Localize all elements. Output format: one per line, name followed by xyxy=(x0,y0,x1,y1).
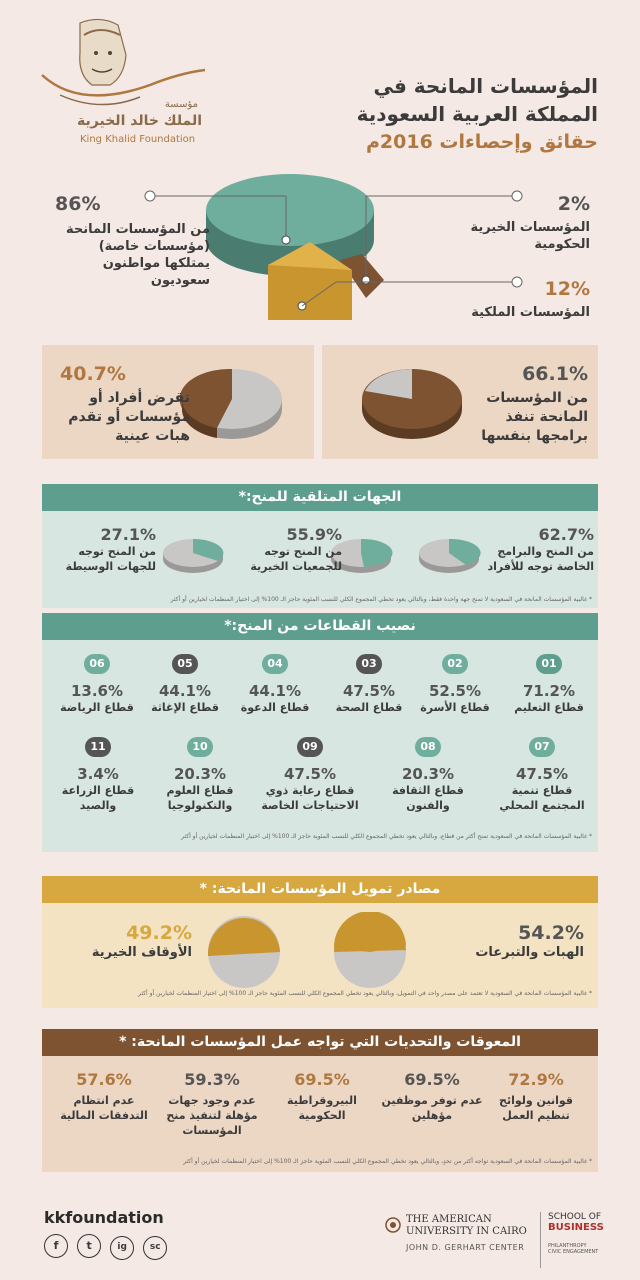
recipients-title: الجهات المتلقية للمنح:* xyxy=(42,484,598,511)
sector-number: 10 xyxy=(187,737,213,757)
sector-value: 44.1% xyxy=(158,682,212,700)
sectors-title: نصيب القطاعات من المنح:* xyxy=(42,613,598,640)
endowments-value: 49.2% xyxy=(126,922,192,944)
intermediaries-pie-icon xyxy=(160,537,226,577)
sector-number: 04 xyxy=(262,654,288,674)
logo-english: King Khalid Foundation xyxy=(80,134,196,145)
auc-line2: UNIVERSITY IN CAIRO xyxy=(406,1226,527,1237)
challenge-label: قوانين ولوائح تنظيم العمل xyxy=(499,1094,573,1122)
sector-number: 05 xyxy=(172,654,198,674)
school-of-business-logo xyxy=(548,1212,608,1255)
loans-pie-icon xyxy=(177,361,287,447)
sector-dawah xyxy=(232,652,318,715)
page-subtitle: حقائق وإحصاءات 2016م xyxy=(365,131,598,153)
individuals-value: 62.7% xyxy=(538,525,594,544)
auc-seal-icon xyxy=(384,1216,402,1234)
sector-value: 44.1% xyxy=(248,682,302,700)
sector-label: قطاع الإغاثة xyxy=(151,701,219,714)
challenge-bureaucracy xyxy=(270,1070,374,1123)
endowments-pie-icon xyxy=(204,912,284,992)
sector-community xyxy=(492,735,592,813)
challenge-staff xyxy=(380,1070,484,1123)
sector-value: 47.5% xyxy=(342,682,396,700)
title-line2: المملكة العربية السعودية xyxy=(356,102,598,126)
social-icons xyxy=(44,1234,171,1260)
endowments-label: الأوقاف الخيرية xyxy=(91,945,192,960)
sector-number: 06 xyxy=(84,654,110,674)
recipients-note: * غالبية المؤسسات المانحة في السعودية لا تمنح جهة واحدة فقط، وبالتالي يعود تخطي المجموع الكلي للنسب المئوية حاجز الـ 100% إلى اختيار المنظمات لخيارين أو أكثر xyxy=(170,596,592,603)
sector-number: 01 xyxy=(536,654,562,674)
sector-relief xyxy=(142,652,228,715)
gerhart-center: JOHN D. GERHART CENTER xyxy=(406,1243,525,1252)
sector-label: قطاع الصحة xyxy=(335,701,403,714)
charities-label: من المنح توجه للجمعيات الخيرية xyxy=(250,545,342,573)
challenge-partners xyxy=(160,1070,264,1138)
sector-label: قطاع الدعوة xyxy=(240,701,310,714)
sector-label: قطاع تنمية المجتمع المحلي xyxy=(499,784,585,812)
sector-label: قطاع العلوم والتكنولوجيا xyxy=(166,784,234,812)
sector-value: 47.5% xyxy=(283,765,337,783)
sector-science xyxy=(150,735,250,813)
donations-label: الهبات والتبرعات xyxy=(475,945,584,960)
charities-value: 55.9% xyxy=(286,525,342,544)
challenge-label: عدم توفر موظفين مؤهلين xyxy=(381,1094,483,1122)
sector-number: 08 xyxy=(415,737,441,757)
sector-value: 20.3% xyxy=(401,765,455,783)
sector-family xyxy=(412,652,498,715)
government-label: المؤسسات الخيرية الحكومية xyxy=(470,220,590,252)
sector-education xyxy=(506,652,592,715)
government-stat xyxy=(470,193,590,253)
challenge-value: 69.5% xyxy=(294,1070,350,1089)
facebook-icon[interactable]: f xyxy=(44,1234,68,1258)
school-line1: SCHOOL OF xyxy=(548,1212,602,1222)
own-programs-text xyxy=(468,363,588,446)
sector-label: قطاع رعاية ذوي الاحتياجات الخاصة xyxy=(261,784,359,812)
sector-label: قطاع الرياضة xyxy=(60,701,134,714)
funding-title: مصادر تمويل المؤسسات المانحة: * xyxy=(42,876,598,903)
donations-pie-icon xyxy=(330,912,410,992)
individuals-label: من المنح والبرامج الخاصة توجه للأفراد xyxy=(487,545,594,573)
own-programs-value: 66.1% xyxy=(522,363,588,385)
social-handle[interactable]: kkfoundation xyxy=(44,1208,164,1227)
sector-culture xyxy=(378,735,478,813)
intermediaries-value: 27.1% xyxy=(100,525,156,544)
philanthropy-line2: CIVIC ENGAGEMENT xyxy=(548,1249,599,1255)
sector-agriculture xyxy=(48,735,148,813)
sector-sports xyxy=(54,652,140,715)
sector-label: قطاع الثقافة والفنون xyxy=(392,784,464,812)
twitter-icon[interactable]: t xyxy=(77,1234,101,1258)
sector-number: 02 xyxy=(442,654,468,674)
sector-value: 13.6% xyxy=(70,682,124,700)
sectors-note: * غالبية المؤسسات المانحة في السعودية تمنح أكثر من قطاع، وبالتالي يعود تخطي المجموع الكلي للنسب المئوية حاجز الـ 100% إلى اختيار المنظمات لخيارين أو أكثر xyxy=(181,833,592,840)
challenge-label: البيروقراطية الحكومية xyxy=(287,1094,357,1122)
sector-label: قطاع التعليم xyxy=(514,701,584,714)
royal-value: 12% xyxy=(544,278,590,300)
challenge-label: عدم وجود جهات مؤهلة لتنفيذ منح المؤسسات xyxy=(166,1094,258,1137)
sector-value: 52.5% xyxy=(428,682,482,700)
challenge-value: 59.3% xyxy=(184,1070,240,1089)
challenge-value: 72.9% xyxy=(508,1070,564,1089)
challenge-value: 69.5% xyxy=(404,1070,460,1089)
challenge-value: 57.6% xyxy=(76,1070,132,1089)
sector-number: 11 xyxy=(85,737,111,757)
challenge-cashflow xyxy=(52,1070,156,1123)
loans-value: 40.7% xyxy=(60,363,126,385)
sector-value: 3.4% xyxy=(77,765,119,783)
private-label: من المؤسسات المانحة (مؤسسات خاصة) يمتلكها مواطنون سعوديون xyxy=(65,222,210,288)
sector-special-needs xyxy=(248,735,372,813)
sector-label: قطاع الأسرة xyxy=(420,701,490,714)
logo xyxy=(40,15,210,150)
challenges-title: المعوقات والتحديات التي تواجه عمل المؤسسات المانحة: * xyxy=(42,1029,598,1056)
intermediaries-label: من المنح توجه للجهات الوسيطة xyxy=(65,545,156,573)
challenge-laws xyxy=(486,1070,586,1123)
sector-number: 07 xyxy=(529,737,555,757)
challenges-note: * غالبية المؤسسات المانحة في السعودية تواجه أكثر من تحدٍ، وبالتالي يعود تخطي المجموع الكلي للنسب المئوية حاجز الـ 100% إلى اختيار المنظمات لخيارين أو أكثر xyxy=(183,1158,592,1165)
sector-health xyxy=(326,652,412,715)
own-programs-box xyxy=(322,345,598,459)
title-line1: المؤسسات المانحة في xyxy=(373,74,598,98)
donations-value: 54.2% xyxy=(518,922,584,944)
sector-value: 47.5% xyxy=(515,765,569,783)
royal-label: المؤسسات الملكية xyxy=(471,305,590,320)
loans-text xyxy=(60,363,190,446)
sector-number: 09 xyxy=(297,737,323,757)
page-title xyxy=(298,72,598,156)
loans-box xyxy=(42,345,314,459)
own-programs-label: من المؤسسات المانحة تنفذ برامجها بنفسها xyxy=(481,390,588,444)
private-ownership-stat xyxy=(55,193,210,289)
philanthropy-line1: PHILANTHROPY xyxy=(548,1243,587,1249)
logo-arabic-line1: مؤسسة xyxy=(164,99,198,110)
own-programs-pie-icon xyxy=(357,361,467,447)
footer-divider xyxy=(540,1212,541,1268)
funding-note: * غالبية المؤسسات المانحة في السعودية لا تعتمد على مصدر واحد في التمويل، وبالتالي يعود تخطي المجموع الكلي للنسب المئوية حاجز الـ 100% إلى اختيار المنظمات لخيارين أو أكثر xyxy=(138,990,592,997)
individuals-pie-icon xyxy=(416,537,482,577)
instagram-icon[interactable]: ig xyxy=(110,1236,134,1260)
government-value: 2% xyxy=(557,193,590,215)
sector-value: 20.3% xyxy=(173,765,227,783)
logo-arabic-line2: الملك خالد الخيرية xyxy=(77,113,202,129)
auc-line1: THE AMERICAN xyxy=(406,1214,492,1225)
loans-label: تقرض أفراد أو مؤسسات أو تقدم هبات عينية xyxy=(68,390,190,444)
snapchat-icon[interactable]: sc xyxy=(143,1236,167,1260)
school-line2: BUSINESS xyxy=(548,1222,604,1233)
sector-value: 71.2% xyxy=(522,682,576,700)
sector-number: 03 xyxy=(356,654,382,674)
sector-label: قطاع الزراعة والصيد xyxy=(61,784,135,812)
royal-stat xyxy=(470,278,590,321)
private-value: 86% xyxy=(55,193,101,215)
challenge-label: عدم انتظام التدفقات المالية xyxy=(60,1094,148,1122)
